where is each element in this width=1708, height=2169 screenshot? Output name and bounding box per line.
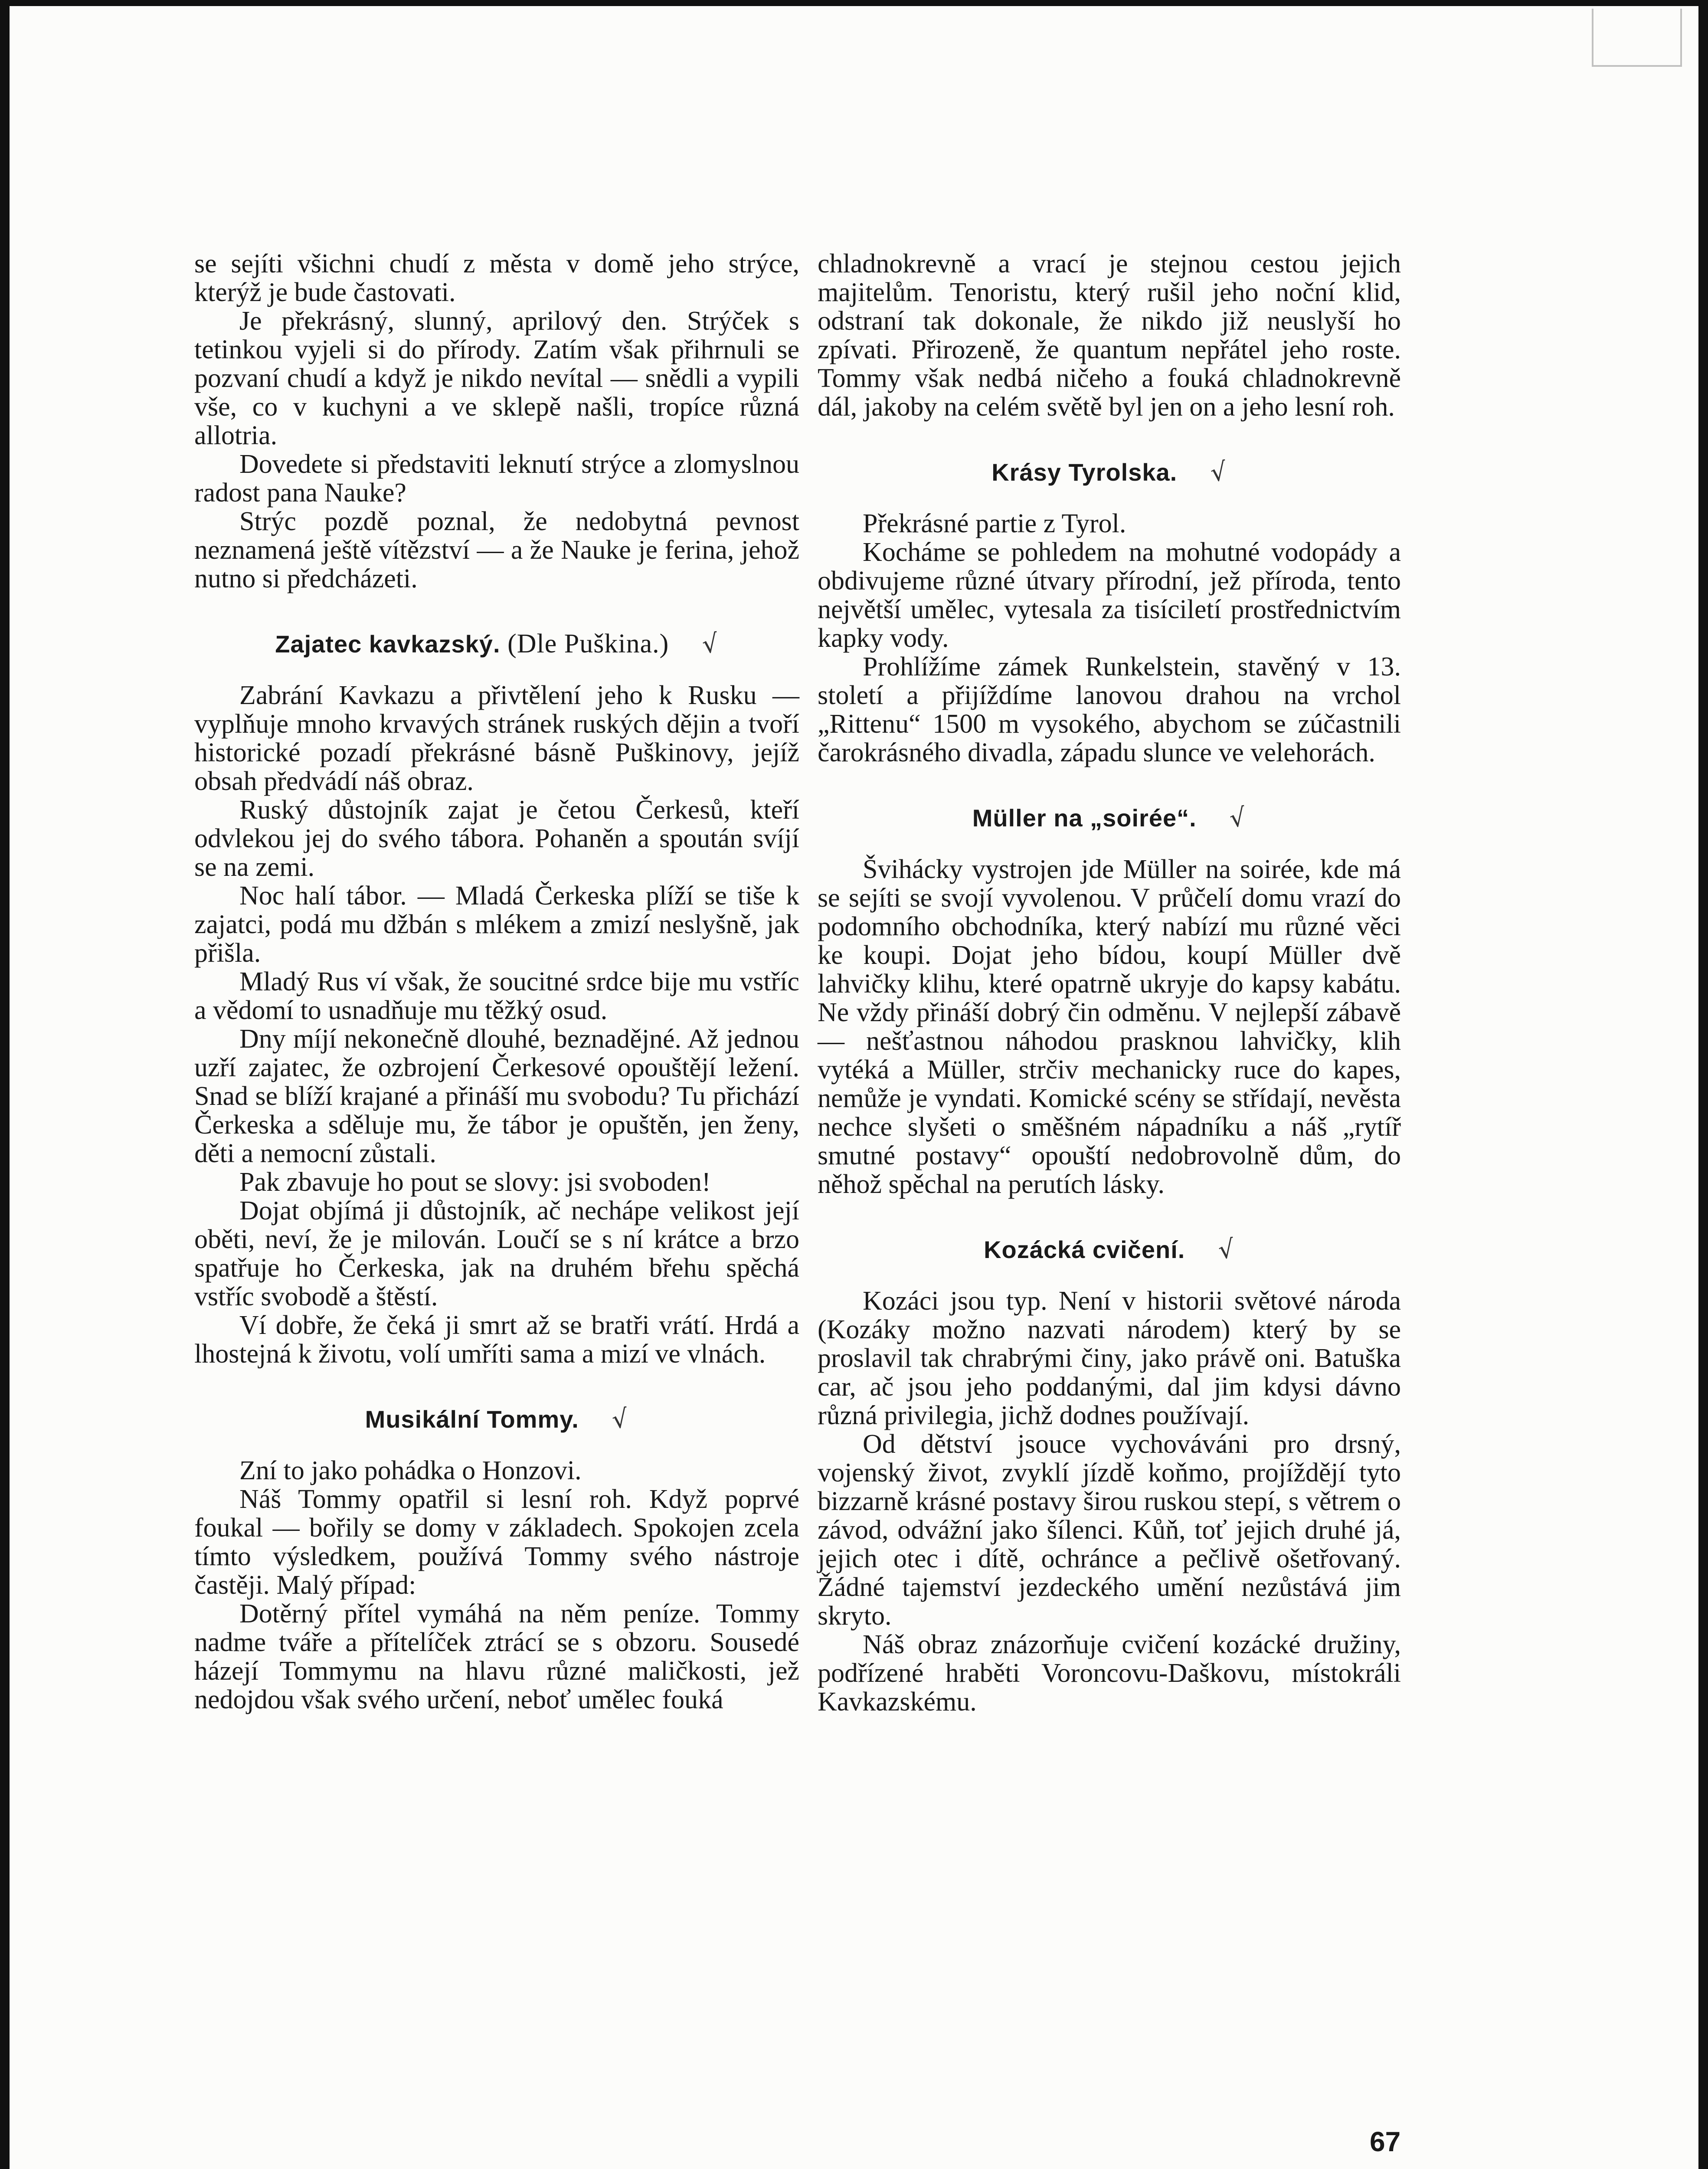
right-column: [818, 249, 1401, 1716]
left-column: [194, 249, 799, 1714]
section-heading-kozacka-cviceni: [818, 1235, 1401, 1264]
section-heading-zajatec: [194, 629, 799, 659]
paragraph: Dojat objímá ji důstojník, ač nechápe velikost její oběti, neví, že je milován. Loučí se s ní krátce a brzo spatřuje ho Čerkeska, jak na druhém břehu spěchá vstříc svobodě a štěstí.: [194, 1196, 799, 1311]
heading-title: Musikální Tommy.: [365, 1406, 579, 1433]
section-heading-musikalni-tommy: [194, 1405, 799, 1434]
heading-title: Müller na „soirée“.: [972, 804, 1197, 832]
paragraph: Náš obraz znázorňuje cvičení kozácké družiny, podřízené hraběti Voroncovu-Daškovu, místokráli Kavkazskému.: [818, 1630, 1401, 1717]
check-mark-icon: √: [1208, 456, 1229, 488]
heading-title: Kozácká cvičení.: [984, 1236, 1185, 1263]
paragraph: Je překrásný, slunný, aprilový den. Strýček s tetinkou vyjeli si do přírody. Zatím však přihrnuli se pozvaní chudí a když je nikdo nevítal — snědli a vypili vše, co v kuchyni a ve sklepě našli, tropíce různá allotria.: [194, 306, 799, 450]
heading-title: Krásy Tyrolska.: [991, 459, 1178, 486]
check-mark-icon: √: [1216, 1233, 1237, 1265]
heading-title: Zajatec kavkazský.: [275, 630, 501, 658]
paragraph: Pak zbavuje ho pout se slovy: jsi svoboden!: [239, 1167, 711, 1197]
paragraph: Překrásné partie z Tyrol.: [863, 509, 1126, 538]
paragraph: Mladý Rus ví však, že soucitné srdce bije mu vstříc a vědomí to usnadňuje mu těžký osud.: [194, 967, 799, 1025]
check-mark-icon: √: [700, 628, 721, 660]
paragraph: Dny míjí nekonečně dlouhé, beznadějné. Až jednou uzří zajatec, že ozbrojení Čerkesové opouštějí ležení. Snad se blíží krajané a přináší mu svobodu? Tu přichází Čerkeska a sděluje mu, že tábor je opuštěn, jen ženy, děti a nemocní zůstali.: [194, 1024, 799, 1168]
section-heading-krasy-tyrolska: [818, 458, 1401, 487]
paragraph: Dotěrný přítel vymáhá na něm peníze. Tommy nadme tváře a přítelíček ztrácí se s obzoru. Sousedé házejí Tommymu na hlavu různé maličkosti, jež nedojdou však svého určení, neboť umělec fouká: [194, 1599, 799, 1714]
paragraph: Kocháme se pohledem na mohutné vodopády a obdivujeme různé útvary přírodní, jež příroda, tento největší umělec, vytesala za tisíciletí prostřednictvím kapky vody.: [818, 537, 1401, 653]
paragraph: Švihácky vystrojen jde Müller na soirée, kde má se sejíti se svojí vyvolenou. V průčelí domu vrazí do podomního obchodníka, který nabízí mu různé věci ke koupi. Dojat jeho bídou, koupí Müller dvě lahvičky klihu, které opatrně ukryje do kapsy kabátu. Ne vždy přináší dobrý čin odměnu. V nejlepší zábavě — nešťastnou náhodou prasknou lahvičky, klih vytéká a Müller, strčiv mechanicky ruce do kapes, nemůže je vyndati. Komické scény se střídají, nevěsta nechce slyšeti o směšném nápadníku a náš „rytíř smutné postavy“ opouští nedobrovolně dům, do něhož spěchal na perutích lásky.: [818, 855, 1401, 1199]
check-mark-icon: √: [610, 1403, 631, 1435]
paragraph: Strýc pozdě poznal, že nedobytná pevnost neznamená ještě vítězství — a že Nauke je ferina, jehož nutno si předcházeti.: [194, 507, 799, 593]
page-number: 67: [1370, 2126, 1401, 2157]
check-mark-icon: √: [1227, 802, 1248, 834]
paragraph: Zní to jako pohádka o Honzovi.: [239, 1456, 582, 1485]
paragraph: Náš Tommy opatřil si lesní roh. Když poprvé foukal — bořily se domy v základech. Spokojen zcela tímto výsledkem, používá Tommy svého nástroje častěji. Malý případ:: [194, 1484, 799, 1600]
paragraph: Ruský důstojník zajat je četou Čerkesů, kteří odvlekou jej do svého tábora. Pohaněn a spoután svíjí se na zemi.: [194, 795, 799, 882]
paragraph: chladnokrevně a vrací je stejnou cestou jejich majitelům. Tenoristu, který rušil jeho noční klid, odstraní tak dokonale, že nikdo již neuslyší ho zpívati. Přirozeně, že quantum nepřátel jeho roste. Tommy však nedbá ničeho a fouká chladnokrevně dál, jakoby na celém světě byl jen on a jeho lesní roh.: [818, 249, 1401, 422]
corner-scan-mark: [1592, 9, 1682, 67]
section-heading-muller-soiree: [818, 803, 1401, 832]
paragraph: Zabrání Kavkazu a přivtělení jeho k Rusku — vyplňuje mnoho krvavých stránek ruských dějin a tvoří historické pozadí překrásné básně Puškinovy, jejíž obsah předvádí náš obraz.: [194, 681, 799, 796]
paragraph: Ví dobře, že čeká ji smrt až se bratři vrátí. Hrdá a lhostejná k životu, volí umříti sama a mizí ve vlnách.: [194, 1311, 799, 1369]
paragraph: Kozáci jsou typ. Není v historii světové národa (Kozáky možno nazvati národem) který by se proslavil tak chrabrými činy, jako právě oni. Batuška car, ač jsou jeho poddanými, dal jim kdysi dávno různá privilegia, jichž dodnes používají.: [818, 1286, 1401, 1430]
paragraph: Dovedete si představiti leknutí strýce a zlomyslnou radost pana Nauke?: [194, 449, 799, 508]
paragraph: se sejíti všichni chudí z města v domě jeho strýce, kterýž je bude častovati.: [194, 249, 799, 307]
paragraph: Noc halí tábor. — Mladá Čerkeska plíží se tiše k zajatci, podá mu džbán s mlékem a zmizí neslyšně, jak přišla.: [194, 881, 799, 968]
paragraph: Prohlížíme zámek Runkelstein, stavěný v 13. století a přijíždíme lanovou drahou na vrchol „Rittenu“ 1500 m vysokého, abychom se zúčastnili čarokrásného divadla, západu slunce ve velehorách.: [818, 652, 1401, 767]
paragraph: Od dětství jsouce vychováváni pro drsný, vojenský život, zvyklí jízdě koňmo, projíždějí tyto bizzarně krásné postavy širou ruskou stepí, s větrem o závod, odvážní jako šílenci. Kůň, toť jejich druhé já, jejich otec i dítě, ochránce a pečlivě ošetřovaný. Žádné tajemství jezdeckého umění nezůstává jim skryto.: [818, 1429, 1401, 1631]
heading-subtitle: (Dle Puškina.): [507, 629, 669, 659]
